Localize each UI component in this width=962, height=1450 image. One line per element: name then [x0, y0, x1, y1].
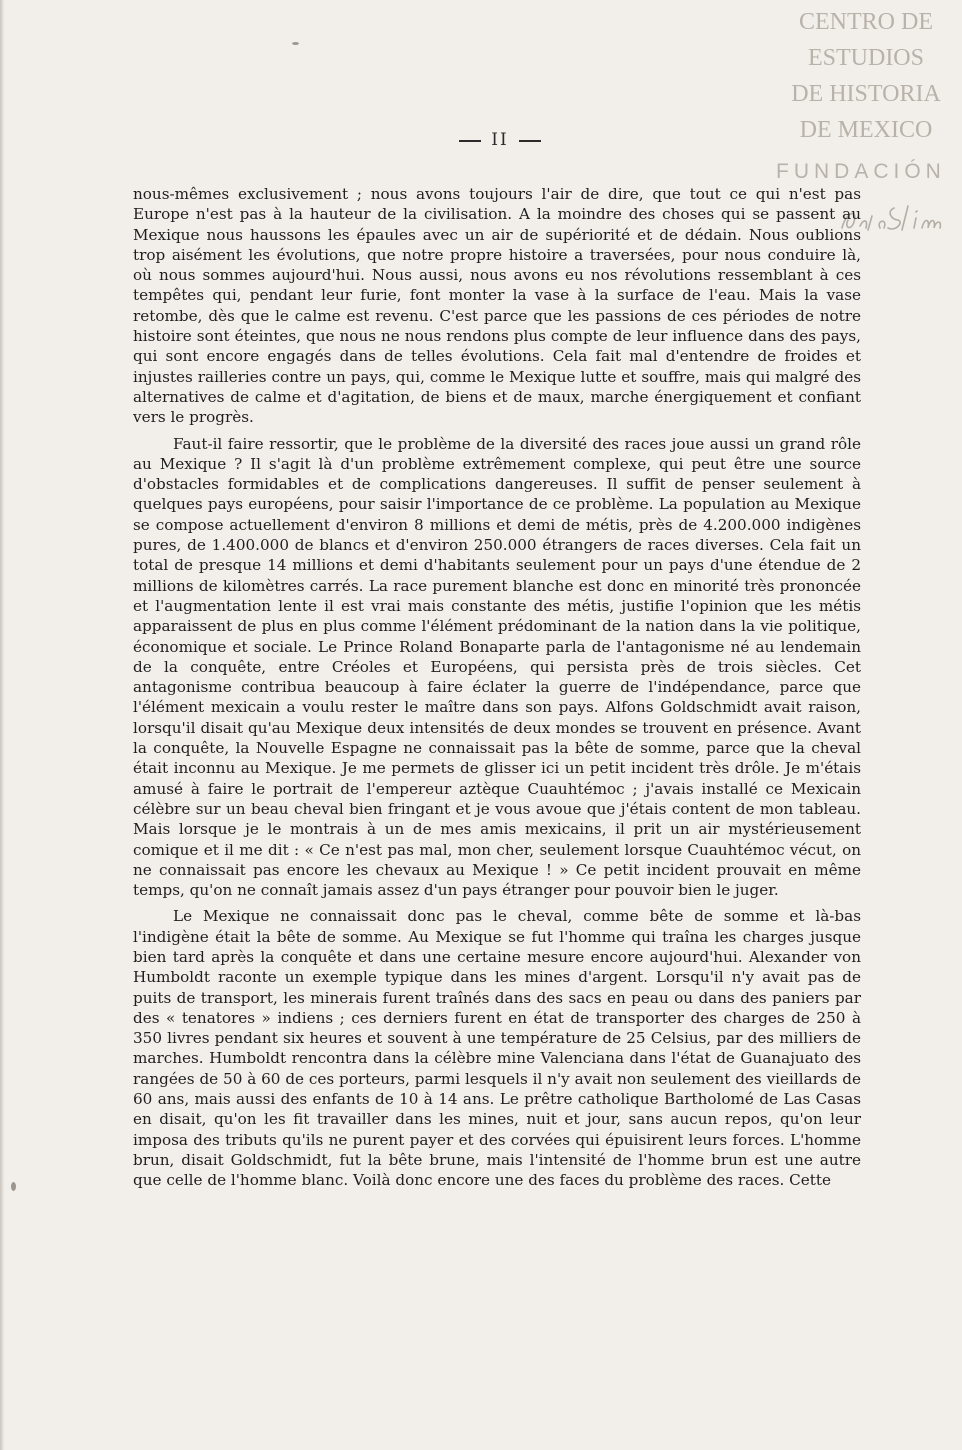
paper-speck: [11, 1182, 16, 1191]
watermark-line: CENTRO DE: [799, 9, 933, 35]
paragraph: Le Mexique ne connaissait donc pas le cheval, comme bête de somme et là-bas l'indigène était la bête de somme. Au Mexique se fut l'homme qui traîna les charges jusque bien tard après la conquête et dans une certaine mesure encore aujourd'hui. Alexander von Humboldt raconte un exemple typique dans les mines d'argent. Lorsqu'il n'y avait pas de puits de transport, les minerais furent traînés dans des sacs en peau ou dans des paniers par des « tenatores » indiens ; ces derniers furent en état de transporter des charges de 250 à 350 livres pendant six heures et souvent à une température de 25 Celsius, par des milliers de marches. Humboldt rencontra dans la célèbre mine Valenciana dans l'état de Guanajuato des rangées de 50 à 60 de ces porteurs, parmi lesquels il n'y avait non seulement des vieillards de 60 ans, mais aussi des enfants de 10 à 14 ans. Le prêtre catholique Bartholomé de Las Casas en disait, qu'on les fit travailler dans les mines, nuit et jour, sans aucun repos, qu'on leur imposa des tributs qu'ils ne purent payer et des corvées qui épuisirent leurs forces. L'homme brun, disait Goldschmidt, fut la bête brune, mais l'intensité de l'homme brun est une autre que celle de l'homme blanc. Voilà donc encore une des faces du problème des races. Cette: [133, 907, 861, 1190]
body-text: [133, 184, 861, 1197]
page-number: [0, 130, 962, 150]
paragraph: Faut-il faire ressortir, que le problème de la diversité des races joue aussi un grand rôle au Mexique ? Il s'agit là d'un problème extrêmement complexe, qui peut être une source d'obstacles formidables et de complications dangereuses. Il suffit de penser seulement à quelques pays européens, pour saisir l'importance de ce problème. La population au Mexique se compose actuellement d'environ 8 millions et demi de métis, près de 4.200.000 indigènes pures, de 1.400.000 de blancs et d'environ 250.000 étrangers de races diverses. Cela fait un total de presque 14 millions et demi d'habitants seulement pour un pays d'une étendue de 2 millions de kilomètres carrés. La race purement blanche est donc en minorité très prononcée et l'augmentation lente il est vrai mais constante des métis, justifie l'opinion que les métis apparaissent de plus en plus comme l'élément prédominant de la nation dans la vie politique, économique et sociale. Le Prince Roland Bonaparte parla de l'antagonisme né au lendemain de la conquête, entre Créoles et Européens, qui persista près de trois siècles. Cet antagonisme contribua beaucoup à faire éclater la guerre de l'indépendance, parce que l'élément mexicain a voulu rester le maître dans son pays. Alfons Goldschmidt avait raison, lorsqu'il disait qu'au Mexique deux intensités de deux mondes se trouvent en présence. Avant la conquête, la Nouvelle Espagne ne connaissait pas la bête de somme, parce que la cheval était inconnu au Mexique. Je me permets de glisser ici un petit incident très drôle. Je m'étais amusé à faire le portrait de l'empereur aztèque Cuauhtémoc ; j'avais installé ce Mexicain célèbre sur un beau cheval bien fringant et je vous avoue que j'étais content de mon tableau. Mais lorsque je le montrais à un de mes amis mexicains, il prit un air mystérieusement comique et il me dit : « Ce n'est pas mal, mon cher, seulement lorsque Cuauhtémoc vécut, on ne connaissait pas encore les chevaux au Mexique ! » Ce petit incident prouvait en même temps, qu'on ne connaît jamais assez d'un pays étranger pour pouvoir bien le juger.: [133, 434, 861, 900]
watermark-line: ESTUDIOS: [807, 45, 924, 71]
page-edge-shadow: [0, 0, 4, 1450]
watermark-line: DE HISTORIA: [791, 81, 941, 107]
page-number-dash-right: [519, 140, 541, 142]
paragraph: nous-mêmes exclusivement ; nous avons toujours l'air de dire, que tout ce qui n'est pas Europe n'est pas à la hauteur de la civilisation. A la moindre des choses qui se passent au Mexique nous haussons les épaules avec un air de supériorité et de dédain. Nous oublions trop aisément les évolutions, que notre propre histoire a traversées, pour nous conduire là, où nous sommes aujourd'hui. Nous aussi, nous avons eu nos révolutions ressemblant à ces tempêtes qui, pendant leur furie, font monter la vase à la surface de l'eau. Mais la vase retombe, dès que le calme est revenu. C'est parce que les passions de ces périodes de notre histoire sont éteintes, que nous ne nous rendons plus compte de leur influence dans des pays, qui sont encore engagés dans de telles évolutions. Cela fait mal d'entendre de froides et injustes railleries contre un pays, qui, comme le Mexique lutte et souffre, mais qui malgré des alternatives de calme et d'agitation, de biens et de maux, marche énergiquement et confiant vers le progrès.: [133, 185, 861, 427]
page-number-dash-left: [459, 140, 481, 142]
paper-speck: [292, 42, 299, 45]
watermark-foundation: FUNDACIÓN: [776, 160, 946, 183]
archive-watermark: [770, 4, 962, 190]
page-number-text: II: [491, 130, 509, 150]
watermark-line: DE MEXICO: [799, 117, 933, 143]
